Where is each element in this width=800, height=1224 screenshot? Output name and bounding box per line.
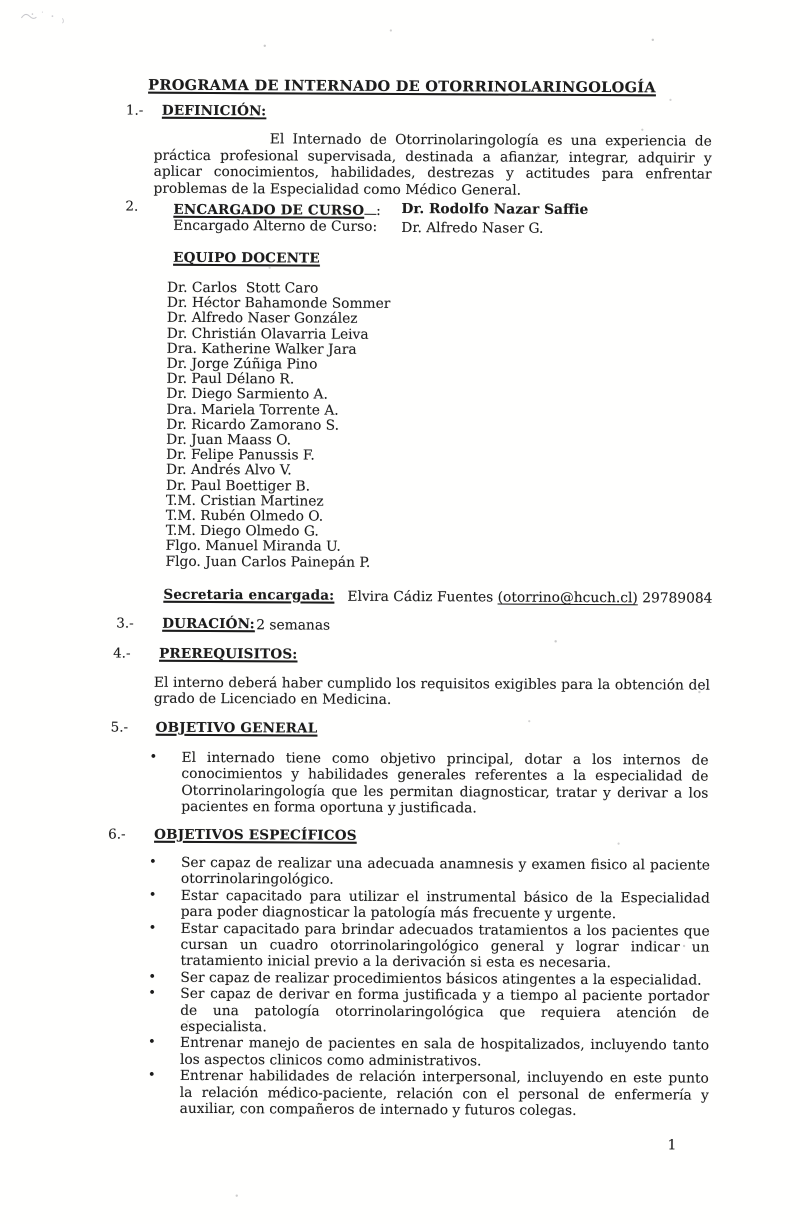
scan-smudge [18,6,88,28]
objetivo-especifico-item: • Entrenar manejo de pacientes en sala de hospitalizados, incluyendo tanto los aspectos clinicos como administrativos. [145,1035,709,1071]
secretaria-email: (otorrino@hcuch.cl) [497,589,638,607]
objetivo-especifico-item: • Estar capacitado para utilizar el instrumental básico de la Especialidad para poder diagnosticar la patología más frecuente y urgente. [146,887,710,923]
objetivo-especifico-item: • Ser capaz de realizar procedimientos básicos atingentes a la especialidad. [145,970,709,989]
equipo-docente-member: Dr. Diego Sarmiento A. [166,386,328,404]
equipo-docente-member: Dr. Paul Délano R. [166,370,295,388]
heading-encargado: ENCARGADO DE CURSO [173,201,365,219]
equipo-docente-member: Dr. Felipe Panussis F. [166,447,315,464]
objetivo-especifico-item: • Entrenar habilidades de relación interpersonal, incluyendo en este punto la relación médico-paciente, relación con el personal de enfermería y auxiliar, con compañeros de internado y futuros colegas. [145,1068,709,1120]
equipo-docente-member: Dr. Christián Olavarria Leiva [166,325,369,343]
secretaria-name: Elvira Cádiz Fuentes [347,588,494,606]
equipo-docente-member: Flgo. Juan Carlos Painepán P. [165,553,371,571]
equipo-docente-member: Dr. Héctor Bahamonde Sommer [166,294,391,313]
equipo-docente-member: Dr. Juan Maass O. [166,431,292,449]
heading-encargado-row [173,199,381,219]
equipo-docente-list [166,281,488,572]
section-number-prerequisitos: 4.- [113,645,131,662]
secretaria-phone: 29789084 [642,590,713,607]
equipo-docente-member: T.M. Diego Olmedo G. [165,523,319,540]
heading-underline-tail [364,202,376,215]
objetivo-general-list [146,750,708,819]
page-number: 1 [667,1137,677,1154]
section-number-duracion: 3.- [116,615,134,632]
heading-equipo-docente: EQUIPO DOCENTE [173,249,320,267]
document-title: PROGRAMA DE INTERNADO DE OTORRINOLARINGOLOGÍA [148,76,656,97]
encargado-alterno-label: Encargado Alterno de Curso: [173,217,378,235]
heading-encargado-colon: : [376,202,381,219]
section-number-objetivo-general: 5.- [110,719,129,736]
objetivo-especifico-item: • Ser capaz de derivar en forma justificada y a tiempo al paciente portador de una patología otorrinolaringológica que requiera atención de especialista. [145,986,709,1038]
equipo-docente-member: T.M. Rubén Olmedo O. [165,507,324,525]
equipo-docente-member: Dr. Ricardo Zamorano S. [166,416,340,434]
heading-prerequisitos: PREREQUISITOS: [159,645,298,663]
equipo-docente-member: Dr. Carlos Stott Caro [166,279,319,297]
equipo-docente-member: Dra. Mariela Torrente A. [166,401,339,419]
objetivo-general-item: • El internado tiene como objetivo principal, dotar a los internos de conocimientos y habilidades generales referentes a la especialidad de Otorrinolaringología que les permitan diagnosticar, tratar y derivar a los pacientes en forma oportuna y justificada. [146,750,708,819]
objetivo-especifico-item: • Estar capacitado para brindar adecuados tratamientos a los pacientes que cursan un cuadro otorrinolaringológico general y lograr indicar un tratamiento inicial previo a la derivación si esta es necesaria. [145,920,709,972]
heading-objetivos-especificos: OBJETIVOS ESPECÍFICOS [154,826,357,844]
encargado-curso-value: Dr. Rodolfo Nazar Saffie [401,201,589,218]
equipo-docente-member: Dr. Andrés Alvo V. [166,462,292,479]
equipo-docente-member: Dr. Paul Boettiger B. [165,477,311,495]
heading-objetivo-general: OBJETIVO GENERAL [155,719,318,737]
secretaria-label: Secretaria encargada: [163,586,335,604]
equipo-docente-member: T.M. Cristian Martinez [165,492,324,510]
equipo-docente-member: Flgo. Manuel Miranda U. [165,538,341,556]
duracion-value: 2 semanas [256,617,331,634]
section-number-objetivos-especificos: 6.- [108,826,126,843]
secretaria-line [347,589,712,607]
paragraph-prerequisitos: El interno deberá haber cumplido los requisitos exigibles para la obtención del grado de Licenciado en Medicina. [153,674,710,708]
equipo-docente-member: Dr. Alfredo Naser González [166,310,358,328]
equipo-docente-member: Dr. Jorge Zúñiga Pino [166,355,318,373]
objetivo-especifico-item: • Ser capaz de realizar una adecuada anamnesis y examen fisico al paciente otorrinolaringológico. [146,855,710,891]
heading-definicion: DEFINICIÓN: [161,102,267,120]
section-number-definicion: 1.- [125,102,144,119]
section-number-encargado: 2. [125,198,139,215]
paragraph-definicion: El Internado de Otorrinolaringología es una experiencia de práctica profesional supervisada, destinada a afianzar, integrar, adquirir y aplicar conocimientos, habilidades, destrezas y actitudes para enfrentar problemas de la Especialidad como Médico General. [153,131,712,199]
objetivos-especificos-list [145,855,710,1120]
heading-duracion: DURACIÓN: [162,615,255,633]
encargado-alterno-value: Dr. Alfredo Naser G. [401,220,544,237]
equipo-docente-member: Dra. Katherine Walker Jara [166,340,357,358]
